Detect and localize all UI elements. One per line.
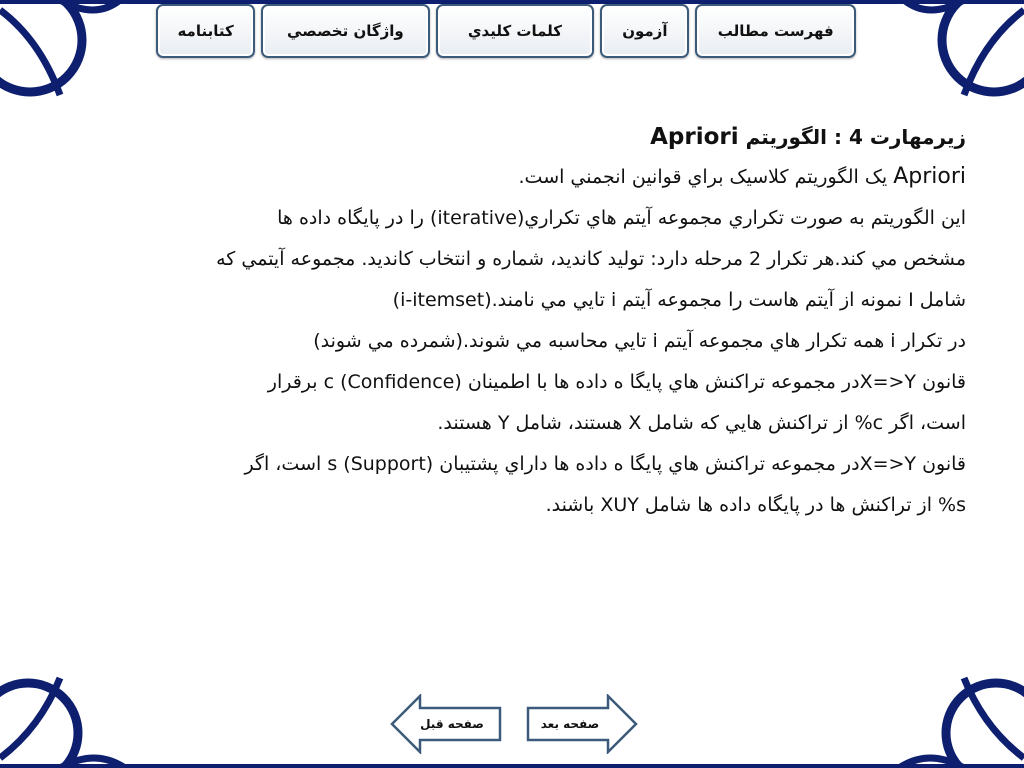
content-line-2: اين الگوريتم به صورت تكراري مجموعه آيتم هاي تكراري(iterative) را در پايگاه داده ها: [277, 207, 966, 229]
next-page-label: صفحه بعد: [540, 717, 600, 731]
previous-page-button[interactable]: [390, 694, 502, 754]
title-algorithm-name: Apriori: [650, 124, 739, 150]
content-line-9: s% از تراكنش ها در پايگاه داده ها شامل XUY باشند.: [545, 494, 966, 516]
title-prefix: زيرمهارت 4 : الگوريتم: [745, 125, 966, 149]
bottom-border: [0, 764, 1024, 768]
corner-ornament-bottom-right: [894, 658, 1024, 768]
content-line-1: [30, 156, 966, 198]
content-line-6: قانون X=>Yدر مجموعه تراكنش هاي پايگا ه داده ها با اطمينان (Confidence) c برقرار: [267, 371, 966, 393]
corner-ornament-top-right: [894, 0, 1024, 110]
top-navigation: [156, 4, 856, 60]
lesson-content: [30, 118, 966, 526]
next-page-button[interactable]: [526, 694, 638, 754]
content-line-3: مشخص مي كند.هر تكرار 2 مرحله دارد: توليد كانديد، شماره و انتخاب كانديد. مجموعه آيتمي كه: [216, 248, 966, 270]
table-of-contents-button[interactable]: فهرست مطالب: [695, 4, 856, 58]
content-line-1-text: يک الگوريتم كلاسيک براي قوانين انجمني است.: [518, 166, 894, 188]
lesson-title: [30, 118, 966, 156]
glossary-button[interactable]: واژگان تخصصي: [261, 4, 430, 58]
corner-ornament-top-left: [0, 0, 130, 110]
quiz-button[interactable]: آزمون: [600, 4, 689, 58]
bibliography-button[interactable]: كتابنامه: [156, 4, 255, 58]
content-line-8: قانون X=>Yدر مجموعه تراكنش هاي پايگا ه داده ها داراي پشتيبان (Support) s است، اگر: [244, 453, 966, 475]
previous-page-label: صفحه قبل: [420, 717, 484, 731]
keywords-button[interactable]: كلمات كليدي: [436, 4, 595, 58]
content-line-5: در تكرار i همه تكرار هاي مجموعه آيتم i تايي محاسبه مي شوند.(شمرده مي شوند): [313, 330, 966, 352]
corner-ornament-bottom-left: [0, 658, 130, 768]
content-line-4: شامل I نمونه از آيتم هاست را مجموعه آيتم i تايي مي نامند.(i-itemset): [392, 289, 966, 311]
content-line-1-term: Apriori: [893, 164, 966, 189]
content-line-7: است، اگر c% از تراكنش هايي كه شامل X هستند، شامل Y هستند.: [437, 412, 966, 434]
